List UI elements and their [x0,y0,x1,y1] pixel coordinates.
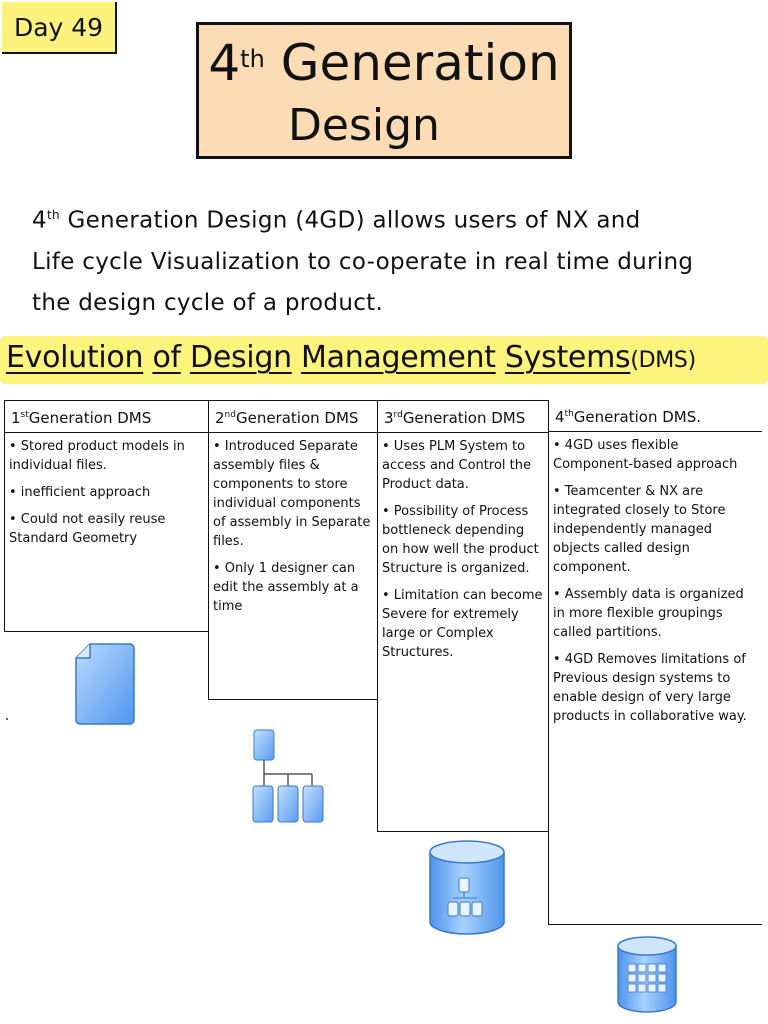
column-heading: 2ndGeneration DMS [209,400,377,433]
title-box [196,22,572,159]
list-item: • Possibility of Process bottleneck depending on how well the product Structure is organized. [382,504,539,576]
column-1st-generation [4,400,209,632]
list-item: • Limitation can become Severe for extremely large or Complex Structures. [382,588,543,660]
list-item: • 4GD uses flexible Component-based approach [553,438,738,472]
stray-dot [6,718,8,720]
list-item: • inefficient approach [9,485,151,500]
column-heading: 3rdGeneration DMS [378,400,548,433]
day-tag: Day 49 [2,2,117,54]
list-item: • Assembly data is organized in more flexible groupings called partitions. [553,587,744,640]
list-item: • Could not easily reuse Standard Geometry [9,512,166,546]
title-line-1: 4th Generation [208,34,560,92]
intro-line-3: the design cycle of a product. [32,289,384,316]
intro-line-1: 4th Generation Design (4GD) allows users of NX and [32,207,641,234]
column-heading: 4thGeneration DMS. [549,400,762,432]
intro-line-2: Life cycle Visualization to co-operate in real time during [32,248,694,275]
database-hierarchy-icon [426,838,508,938]
intro-paragraph [32,195,744,324]
column-3rd-generation [377,400,549,832]
hierarchy-icon [248,726,326,828]
document-icon [72,640,136,728]
section-title: Evolution of Design Management Systems(DMS) [6,340,696,375]
list-item: • Introduced Separate assembly files & components to store individual components of assembly in Separate files. [213,439,371,549]
column-2nd-generation [208,400,378,700]
list-item: • Only 1 designer can edit the assembly at a time [213,561,359,614]
column-4th-generation [548,400,762,925]
list-item: • Stored product models in individual files. [9,439,185,473]
database-grid-icon [614,934,680,1016]
list-item: • 4GD Removes limitations of Previous design systems to enable design of very large products in collaborative way. [553,652,747,724]
list-item: • Uses PLM System to access and Control the Product data. [382,439,531,492]
title-line-2: Design [288,100,440,151]
list-item: • Teamcenter & NX are integrated closely to Store independently managed objects called design component. [553,484,726,575]
column-heading: 1stGeneration DMS [5,400,208,433]
